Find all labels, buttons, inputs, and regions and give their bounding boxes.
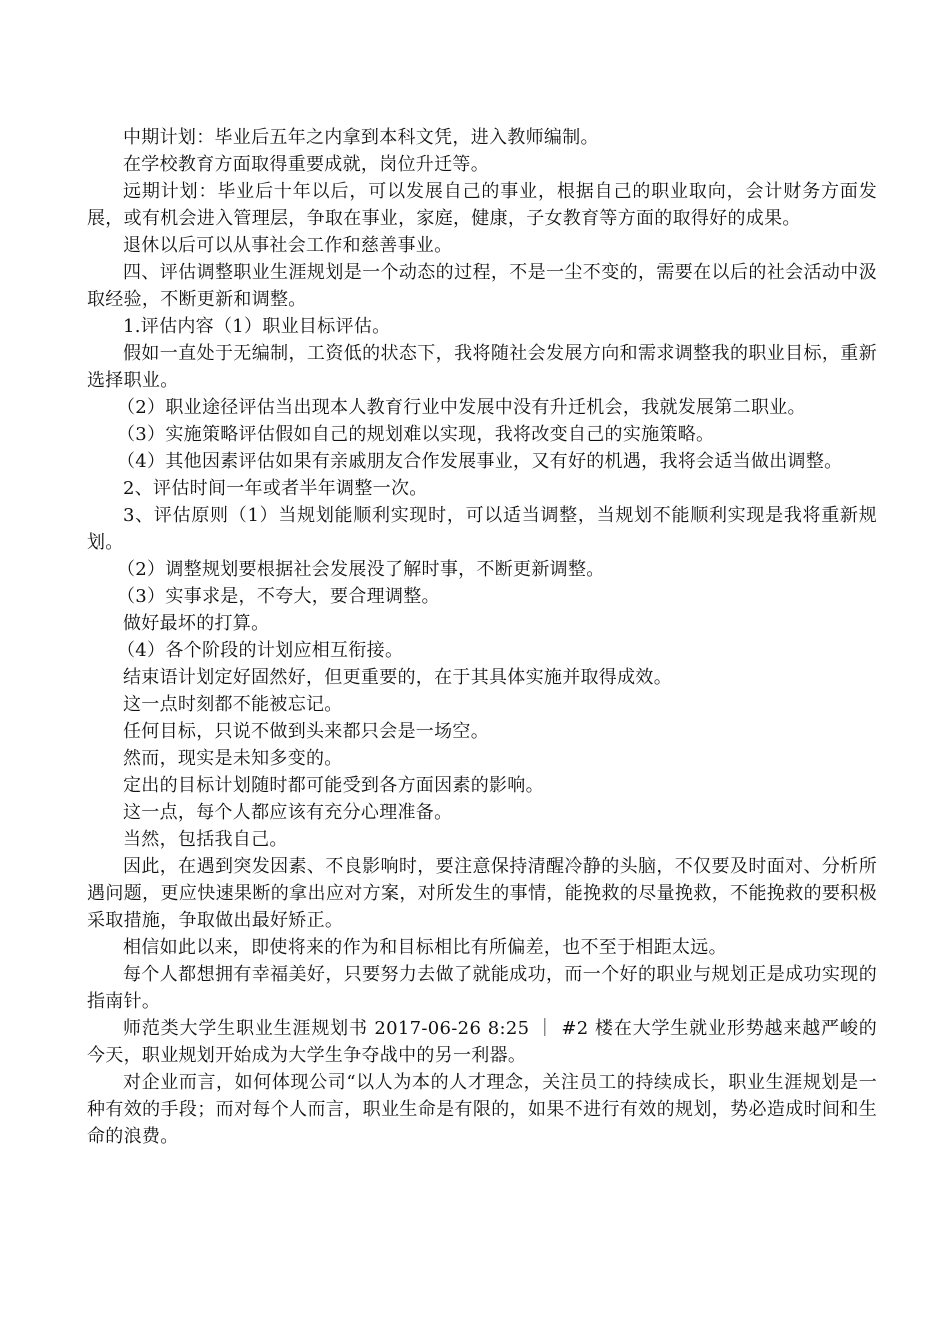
paragraph-worst-case: 做好最坏的打算。	[123, 613, 270, 634]
paragraph-stages-linked: （4）各个阶段的计划应相互衔接。	[117, 640, 404, 661]
paragraph-long-term-plan: 远期计划：毕业后十年以后，可以发展自己的事业，根据自己的职业取向，会计财务方面发展，或有机会进入管理层，争取在事业，家庭，健康，子女教育等方面的取得好的成果。	[87, 181, 877, 229]
paragraph-conclusion: 结束语计划定好固然好，但更重要的，在于其具体实施并取得成效。	[123, 667, 672, 688]
paragraph-reality-changes: 然而，现实是未知多变的。	[123, 748, 343, 769]
paragraph-section-four: 四、评估调整职业生涯规划是一个动态的过程，不是一尘不变的，需要在以后的社会活动中汲取经验，不断更新和调整。	[87, 262, 877, 310]
paragraph-eval-content: 1.评估内容（1）职业目标评估。	[123, 316, 391, 337]
paragraph-strategy-eval: （3）实施策略评估假如自己的规划难以实现，我将改变自己的实施策略。	[117, 424, 715, 445]
paragraph-teacher-career-plan: 师范类大学生职业生涯规划书 2017-06-26 8:25 ｜ #2 楼在大学生就业形势越来越严峻的今天，职业规划开始成为大学生争夺战中的另一利器。	[87, 1018, 877, 1066]
paragraph-any-goal: 任何目标，只说不做到头来都只会是一场空。	[123, 721, 489, 742]
paragraph-therefore: 因此，在遇到突发因素、不良影响时，要注意保持清醒冷静的头脑，不仅要及时面对、分析所遇问题，更应快速果断的拿出应对方案，对所发生的事情，能挽救的尽量挽救，不能挽救的要积极采取措施，争取做出最好矫正。	[87, 856, 877, 931]
paragraph-everyone-happiness: 每个人都想拥有幸福美好，只要努力去做了就能成功，而一个好的职业与规划正是成功实现的指南针。	[87, 964, 877, 1012]
paragraph-eval-principle: 3、评估原则（1）当规划能顺利实现时，可以适当调整，当规划不能顺利实现是我将重新规划。	[87, 505, 877, 553]
document-body	[87, 124, 877, 1150]
paragraph-career-path-eval: （2）职业途径评估当出现本人教育行业中发展中没有升迁机会，我就发展第二职业。	[117, 397, 806, 418]
paragraph-adjust-plan: （2）调整规划要根据社会发展没了解时事，不断更新调整。	[117, 559, 605, 580]
paragraph-mid-term-plan: 中期计划：毕业后五年之内拿到本科文凭，进入教师编制。	[123, 127, 599, 148]
paragraph-believe: 相信如此以来，即使将来的作为和目标相比有所偏差，也不至于相距太远。	[123, 937, 727, 958]
paragraph-school-achievement: 在学校教育方面取得重要成就，岗位升迁等。	[123, 154, 489, 175]
paragraph-eval-time: 2、评估时间一年或者半年调整一次。	[123, 478, 428, 499]
paragraph-goal-affected: 定出的目标计划随时都可能受到各方面因素的影响。	[123, 775, 544, 796]
paragraph-realistic: （3）实事求是，不夸大，要合理调整。	[117, 586, 440, 607]
paragraph-other-factors-eval: （4）其他因素评估如果有亲戚朋友合作发展事业，又有好的机遇，我将会适当做出调整。	[117, 451, 843, 472]
paragraph-mental-prep: 这一点，每个人都应该有充分心理准备。	[123, 802, 453, 823]
paragraph-no-establishment: 假如一直处于无编制，工资低的状态下，我将随社会发展方向和需求调整我的职业目标，重新选择职业。	[87, 343, 877, 391]
paragraph-retirement: 退休以后可以从事社会工作和慈善事业。	[123, 235, 453, 256]
paragraph-never-forget: 这一点时刻都不能被忘记。	[123, 694, 343, 715]
paragraph-enterprise: 对企业而言，如何体现公司“以人为本的人才理念，关注员工的持续成长，职业生涯规划是一种有效的手段；而对每个人而言，职业生命是有限的，如果不进行有效的规划，势必造成时间和生命的浪费。	[87, 1072, 877, 1147]
paragraph-including-myself: 当然，包括我自己。	[123, 829, 288, 850]
